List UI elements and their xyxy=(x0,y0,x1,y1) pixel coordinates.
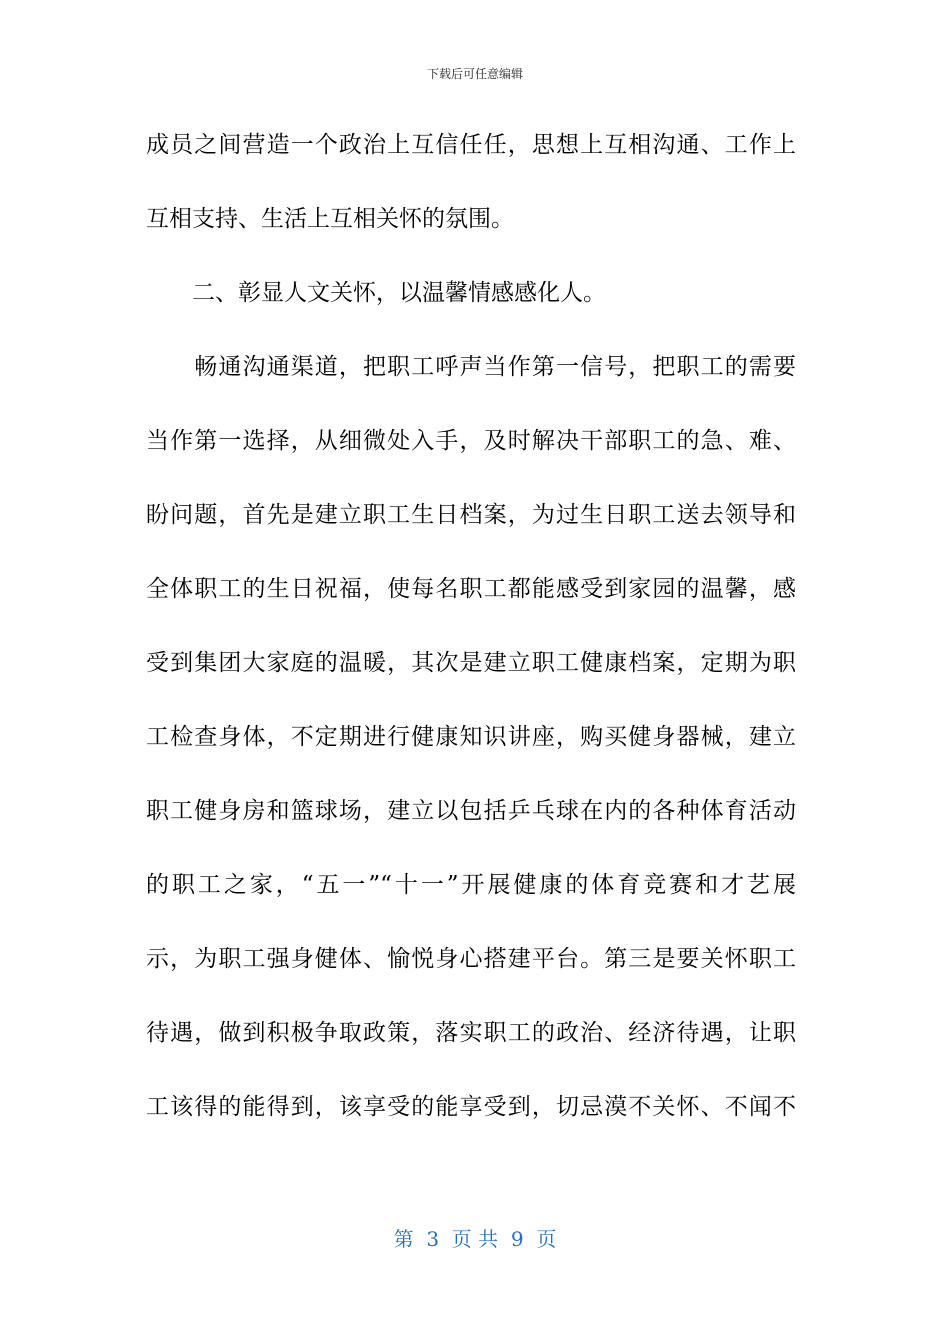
text-line: 当作第一选择，从细微处入手，及时解决干部职工的急、难、 xyxy=(146,428,796,454)
text-line: 工检查身体，不定期进行健康知识讲座，购买健身器械，建立 xyxy=(146,724,796,750)
text-line: 示，为职工强身健体、愉悦身心搭建平台。第三是要关怀职工 xyxy=(146,946,796,972)
page-number-footer: 第 3 页 共 9 页 xyxy=(393,1227,557,1251)
text-line: 工该得的能得到，该享受的能享受到，切忌漠不关怀、不闻不 xyxy=(146,1094,796,1120)
text-line: 畅通沟通渠道，把职工呼声当作第一信号，把职工的需要 xyxy=(146,354,796,380)
section-heading: 二、彰显人文关怀，以温馨情感感化人。 xyxy=(146,280,606,306)
page-header-note: 下载后可任意编辑 xyxy=(426,67,523,81)
text-line: 盼问题，首先是建立职工生日档案，为过生日职工送去领导和 xyxy=(146,502,796,528)
text-line: 互相支持、生活上互相关怀的氛围。 xyxy=(146,206,514,232)
text-line: 全体职工的生日祝福，使每名职工都能感受到家园的温馨，感 xyxy=(146,576,796,602)
text-line: 的职工之家，“五一”“十一”开展健康的体育竞赛和才艺展 xyxy=(146,872,796,898)
text-line: 待遇，做到积极争取政策，落实职工的政治、经济待遇，让职 xyxy=(146,1020,796,1046)
text-line: 职工健身房和篮球场，建立以包括乒乓球在内的各种体育活动 xyxy=(146,798,796,824)
text-line: 成员之间营造一个政治上互信任任，思想上互相沟通、工作上 xyxy=(146,132,796,158)
text-line: 受到集团大家庭的温暖，其次是建立职工健康档案，定期为职 xyxy=(146,650,796,676)
